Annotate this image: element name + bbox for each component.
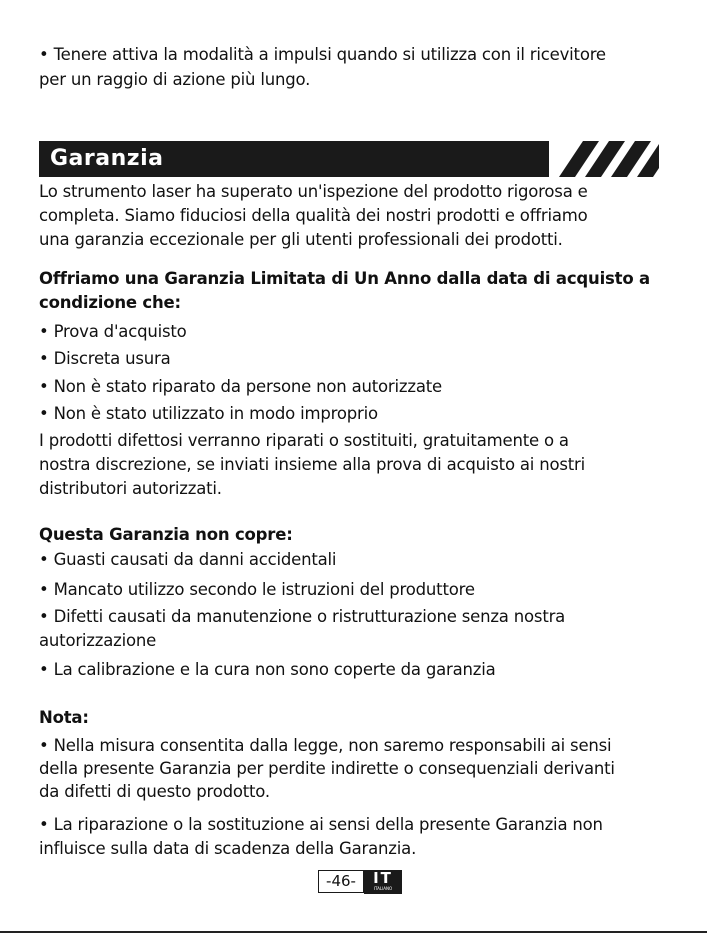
exclusions-heading: Questa Garanzia non copre:	[39, 525, 293, 544]
exclusion-item-continuation: autorizzazione	[39, 631, 157, 650]
language-name: ITALIANO	[373, 886, 393, 891]
note-para-1-line-1: • Nella misura consentita dalla legge, non saremo responsabili ai sensi	[39, 736, 612, 755]
exclusion-item: • Mancato utilizzo secondo le istruzioni del produttore	[39, 580, 475, 599]
offer-item: • Non è stato utilizzato in modo improprio	[39, 404, 378, 423]
intro-line-2: per un raggio di azione più lungo.	[39, 70, 311, 89]
page-footer	[318, 870, 402, 894]
exclusion-item: • Difetti causati da manutenzione o ristrutturazione senza nostra	[39, 607, 566, 626]
language-badge	[364, 870, 402, 894]
body-line-3: una garanzia eccezionale per gli utenti professionali dei prodotti.	[39, 230, 563, 249]
intro-line-1: • Tenere attiva la modalità a impulsi quando si utilizza con il ricevitore	[39, 45, 606, 64]
offer-heading-2: condizione che:	[39, 293, 181, 312]
section-title: Garanzia	[50, 146, 164, 171]
note-para-2-line-1: • La riparazione o la sostituzione ai sensi della presente Garanzia non	[39, 815, 603, 834]
exclusion-item: • Guasti causati da danni accidentali	[39, 550, 337, 569]
section-banner	[39, 141, 659, 177]
note-para-1-line-3: da difetti di questo prodotto.	[39, 782, 270, 801]
offer-para-line-3: distributori autorizzati.	[39, 479, 222, 498]
note-para-2-line-2: influisce sulla data di scadenza della Garanzia.	[39, 839, 417, 858]
offer-para-line-2: nostra discrezione, se inviati insieme alla prova di acquisto ai nostri	[39, 455, 586, 474]
exclusion-item: • La calibrazione e la cura non sono coperte da garanzia	[39, 660, 496, 679]
offer-item: • Discreta usura	[39, 349, 171, 368]
language-code: IT	[373, 869, 393, 887]
page-number: -46-	[318, 870, 364, 893]
note-heading: Nota:	[39, 708, 89, 727]
body-line-1: Lo strumento laser ha superato un'ispezione del prodotto rigorosa e	[39, 182, 588, 201]
offer-item: • Prova d'acquisto	[39, 322, 187, 341]
offer-para-line-1: I prodotti difettosi verranno riparati o sostituiti, gratuitamente o a	[39, 431, 569, 450]
offer-item: • Non è stato riparato da persone non autorizzate	[39, 377, 442, 396]
note-para-1-line-2: della presente Garanzia per perdite indirette o consequenziali derivanti	[39, 759, 615, 778]
offer-heading-1: Offriamo una Garanzia Limitata di Un Anno dalla data di acquisto a	[39, 269, 650, 288]
body-line-2: completa. Siamo fiduciosi della qualità dei nostri prodotti e offriamo	[39, 206, 588, 225]
